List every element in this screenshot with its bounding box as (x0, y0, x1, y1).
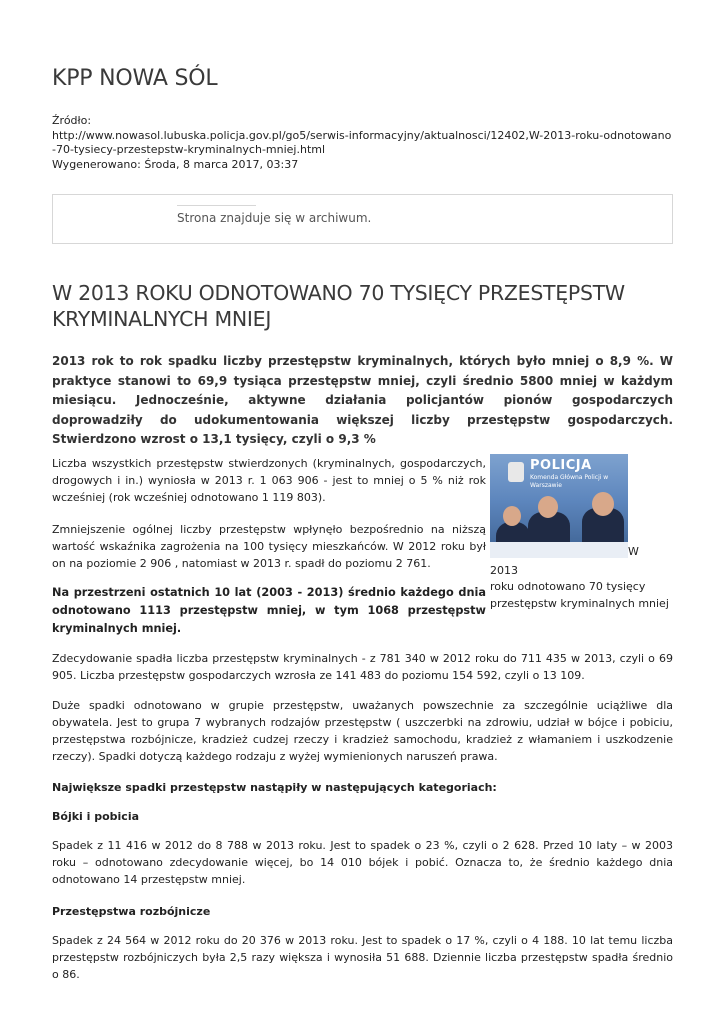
source-url-link[interactable]: http://www.nowasol.lubuska.policja.gov.pl/go5/serwis-informacyjny/aktualnosci/12402,W-2013-roku-odnotowano-70-tysiecy-przestepstw-kryminalnych-mniej.html (52, 128, 672, 156)
source-label: Źródło: (52, 114, 92, 127)
photo-head-right (592, 492, 614, 516)
article-figure (490, 454, 670, 612)
paragraph-rozboj: Spadek z 24 564 w 2012 roku do 20 376 w 2013 roku. Jest to spadek o 17 %, czyli o 4 188. 10 lat temu liczba przestępstw rozbójniczych była 2,5 razy większa i wynosiła 51 688. Dziennie liczba przestępstw spadła średnio o 86. (52, 934, 673, 981)
paragraph-ten-years: Na przestrzeni ostatnich 10 lat (2003 - 2013) średnio każdego dnia odnotowano 1113 przestępstw mniej, w tym 1068 przestępstw kryminalnych mniej. (52, 586, 486, 635)
paragraph-bojki: Spadek z 11 416 w 2012 do 8 788 w 2013 roku. Jest to spadek o 23 %, czyli o 2 628. Przed 10 laty – w 2003 roku – odnotowano zdecydowanie więcej, bo 14 010 bójek i pobić. Oznacza to, że średnio każdego dnia odnotowano 14 przestępstw mniej. (52, 839, 673, 886)
archive-notice-box (52, 194, 673, 244)
source-meta (52, 114, 673, 172)
paragraph-total-crimes: Liczba wszystkich przestępstw stwierdzonych (kryminalnych, gospodarczych, drogowych i in.) wyniosła w 2013 r. 1 063 906 - jest to mniej o 5 % niż rok wcześniej (rok wcześniej odnotowano 1 119 803). (52, 457, 486, 504)
photo-banner-text: POLICJA (530, 458, 592, 473)
heading-bojki: Bójki i pobicia (52, 810, 140, 823)
figure-caption: roku odnotowano 70 tysięcy przestępstw kryminalnych mniej (490, 580, 669, 610)
heading-categories: Największe spadki przestępstw nastąpiły w następujących kategoriach: (52, 781, 497, 794)
article-title: W 2013 ROKU ODNOTOWANO 70 TYSIĘCY PRZESTĘPSTW KRYMINALNYCH MNIEJ (52, 281, 625, 331)
police-press-photo (490, 454, 628, 558)
photo-head-center (538, 496, 558, 518)
article-lead: 2013 rok to rok spadku liczby przestępstw kryminalnych, których było mniej o 8,9 %. W praktyce stanowi to 69,9 tysiąca przestępstw mniej, czyli średnio 5800 mniej w każdym miesiącu. Jednocześnie, aktywne działania policjantów pionów gospodarczych doprowadziły do udokumentowania większej liczby przestępstw gospodarczych. Stwierdzono wzrost o 13,1 tysięcy, czyli o 9,3 % (52, 354, 673, 446)
site-title: KPP NOWA SÓL (52, 66, 218, 91)
photo-head-left (503, 506, 521, 526)
paragraph-burdensome-crimes: Duże spadki odnotowano w grupie przestępstw, uważanych powszechnie za szczególnie uciążliwe dla obywatela. Jest to grupa 7 wybranych rodzajów przestępstw ( uszczerbki na zdrowiu, udział w bójce i pobiciu, przestępstwa rozbójnicze, kradzież cudzej rzeczy i kradzież samochodu, kradzież z włamaniem i uszkodzenie rzeczy). Spadki dotyczą każdego rodzaju z wyżej wymienionych naruszeń prawa. (52, 699, 673, 763)
heading-rozboj: Przestępstwa rozbójnicze (52, 905, 211, 918)
paragraph-threat-index: Zmniejszenie ogólnej liczby przestępstw wpłynęło bezpośrednio na niższą wartość wskaźnika zagrożenia na 100 tysięcy mieszkańców. W 2012 roku był on na poziomie 2 906 , natomiast w 2013 r. spadł do poziomu 2 761. (52, 523, 486, 570)
generated-timestamp: Wygenerowano: Środa, 8 marca 2017, 03:37 (52, 157, 299, 171)
figure-caption-start: W 2013 (490, 545, 639, 577)
paragraph-criminal-drop: Zdecydowanie spadła liczba przestępstw kryminalnych - z 781 340 w 2012 roku do 711 435 w 2013, czyli o 69 905. Liczba przestępstw gospodarczych wzrosła ze 141 483 do poziomu 154 592, czyli o 13 109. (52, 652, 673, 682)
photo-banner-subtext: Komenda Główna Policji w Warszawie (530, 474, 609, 489)
archive-divider (177, 205, 256, 206)
archive-notice-text: Strona znajduje się w archiwum. (177, 211, 372, 225)
photo-desk (490, 542, 628, 558)
police-star-icon (508, 462, 524, 482)
